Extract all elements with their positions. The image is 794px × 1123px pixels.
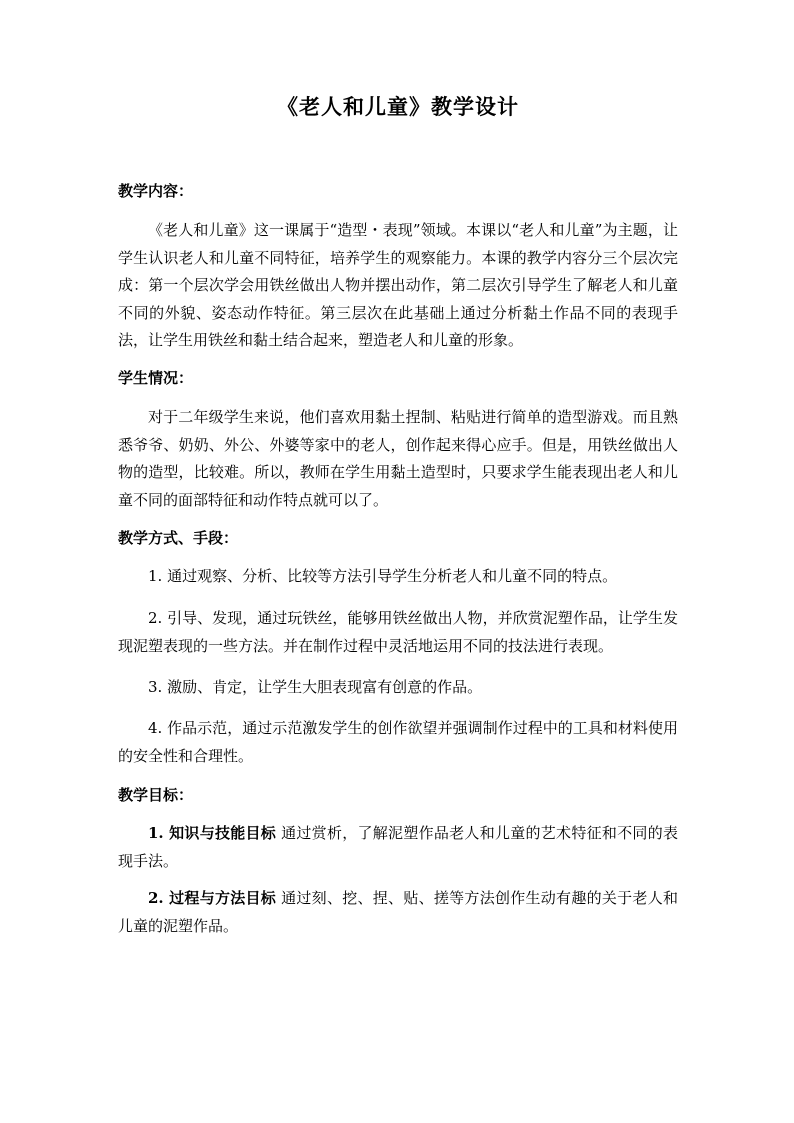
paragraph-students: 对于二年级学生来说，他们喜欢用黏土捏制、粘贴进行简单的造型游戏。而且熟悉爷爷、奶奶、外公、外婆等家中的老人，创作起来得心应手。但是，用铁丝做出人物的造型，比较难。所以，教师在学生用黏土造型时，只要求学生能表现出老人和儿童不同的面部特征和动作特点就可以了。 [118,408,678,509]
method-item-4: 4. 作品示范，通过示范激发学生的创作欲望并强调制作过程中的工具和材料使用的安全性和合理性。 [118,719,678,765]
goal-item-2-label: 2. 过程与方法目标 [148,889,277,907]
heading-students: 学生情况： [118,369,194,387]
heading-goals: 教学目标： [118,786,194,804]
goal-item-2 [118,885,678,940]
method-item-1: 1. 通过观察、分析、比较等方法引导学生分析老人和儿童不同的特点。 [148,567,618,585]
goal-item-1-text: 通过赏析，了解泥塑作品老人和儿童的艺术特征和不同的表现手法。 [118,824,678,870]
method-item-2: 2. 引导、发现，通过玩铁丝，能够用铁丝做出人物，并欣赏泥塑作品，让学生发现泥塑表现的一些方法。并在制作过程中灵活地运用不同的技法进行表现。 [118,609,678,655]
paragraph-content: 《老人和儿童》这一课属于“造型・表现”领域。本课以“老人和儿童”为主题，让学生认识老人和儿童不同特征，培养学生的观察能力。本课的教学内容分三个层次完成：第一个层次学会用铁丝做出人物并摆出动作，第二层次引导学生了解老人和儿童不同的外貌、姿态动作特征。第三层次在此基础上通过分析黏土作品不同的表现手法，让学生用铁丝和黏土结合起来，塑造老人和儿童的形象。 [118,221,678,349]
heading-methods: 教学方式、手段： [118,529,239,547]
document-page [118,0,678,1123]
goal-item-1 [118,820,678,875]
goal-item-2-text: 通过刻、挖、捏、贴、搓等方法创作生动有趣的关于老人和儿童的泥塑作品。 [118,889,678,935]
method-item-3: 3. 激励、肯定，让学生大胆表现富有创意的作品。 [148,678,483,696]
document-title: 《老人和儿童》教学设计 [277,94,519,119]
heading-content: 教学内容： [118,182,194,200]
goal-item-1-label: 1. 知识与技能目标 [148,824,277,842]
